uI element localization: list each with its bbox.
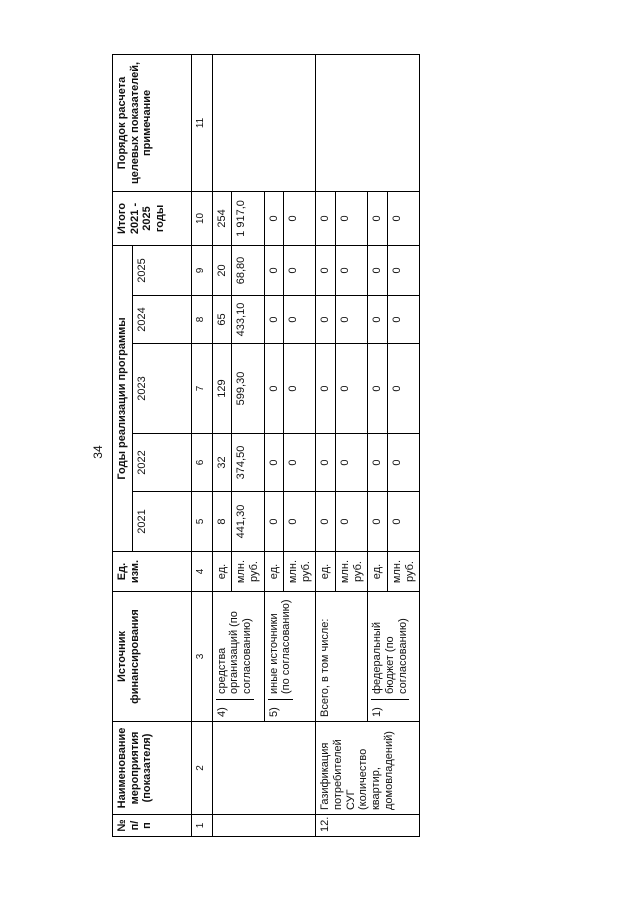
value-cell: 1 917,0	[232, 191, 264, 245]
col-number: 1	[191, 815, 212, 837]
source-cell	[212, 592, 264, 722]
value-cell: 0	[336, 434, 368, 492]
value-cell: 0	[264, 191, 284, 245]
unit-cell: ед.	[264, 552, 284, 592]
value-cell: 0	[284, 296, 316, 344]
col-number: 5	[191, 492, 212, 552]
col-number: 10	[191, 191, 212, 245]
value-cell: 0	[264, 296, 284, 344]
value-cell: 0	[388, 191, 420, 245]
value-cell: 433,10	[232, 296, 264, 344]
source-label: средства организаций (по согласованию)	[215, 611, 253, 694]
value-cell: 65	[212, 296, 232, 344]
cell-empty	[316, 54, 420, 191]
measure-name: Газификация потребителей СУГ (количество квартир, домовладений)	[316, 722, 420, 815]
unit-cell: ед.	[316, 552, 336, 592]
table-row	[316, 54, 336, 836]
value-cell: 0	[284, 344, 316, 434]
unit-cell: ед.	[212, 552, 232, 592]
col-number: 4	[191, 552, 212, 592]
value-cell: 599,30	[232, 344, 264, 434]
value-cell: 0	[316, 434, 336, 492]
value-cell: 0	[264, 492, 284, 552]
header-year: 2025	[132, 245, 191, 295]
unit-cell: млн. руб.	[232, 552, 264, 592]
value-cell: 68,80	[232, 245, 264, 295]
value-cell: 0	[316, 296, 336, 344]
header-year: 2022	[132, 434, 191, 492]
row-index: 4)	[216, 699, 254, 717]
col-number: 9	[191, 245, 212, 295]
unit-cell: млн. руб.	[336, 552, 368, 592]
header-name: Наименование мероприятия (показателя)	[113, 722, 192, 815]
value-cell: 0	[284, 245, 316, 295]
col-number: 8	[191, 296, 212, 344]
header-num: № п/п	[113, 815, 192, 837]
value-cell: 0	[368, 191, 388, 245]
value-cell: 0	[316, 191, 336, 245]
cell-empty	[212, 815, 316, 837]
value-cell: 0	[388, 492, 420, 552]
value-cell: 0	[368, 296, 388, 344]
value-cell: 0	[368, 245, 388, 295]
unit-cell: млн. руб.	[388, 552, 420, 592]
row-index: 1)	[371, 699, 409, 717]
row-number: 12.	[316, 815, 420, 837]
source-cell	[264, 592, 316, 722]
page-number: 34	[91, 445, 105, 459]
rotated-table-wrapper	[112, 55, 534, 837]
value-cell: 0	[336, 245, 368, 295]
value-cell: 0	[284, 492, 316, 552]
unit-cell: млн. руб.	[284, 552, 316, 592]
cell-empty	[212, 722, 316, 815]
unit-cell: ед.	[368, 552, 388, 592]
value-cell: 0	[316, 492, 336, 552]
value-cell: 0	[316, 344, 336, 434]
cell-empty	[212, 54, 316, 191]
row-index: 5)	[268, 699, 293, 717]
source-label: иные источники (по согласованию)	[267, 599, 293, 694]
col-number: 11	[191, 54, 212, 191]
value-cell: 0	[388, 344, 420, 434]
value-cell: 0	[388, 296, 420, 344]
value-cell: 0	[368, 344, 388, 434]
header-unit: Ед. изм.	[113, 552, 192, 592]
value-cell: 0	[336, 492, 368, 552]
value-cell: 0	[264, 245, 284, 295]
value-cell: 374,50	[232, 434, 264, 492]
value-cell: 0	[368, 492, 388, 552]
program-table	[112, 54, 420, 837]
value-cell: 254	[212, 191, 232, 245]
value-cell: 0	[388, 434, 420, 492]
value-cell: 0	[264, 434, 284, 492]
table-row	[212, 54, 232, 836]
value-cell: 0	[336, 296, 368, 344]
value-cell: 0	[388, 245, 420, 295]
value-cell: 0	[284, 191, 316, 245]
header-order: Порядок расчета целевых показателей, примечание	[113, 54, 192, 191]
value-cell: 20	[212, 245, 232, 295]
value-cell: 0	[316, 245, 336, 295]
value-cell: 129	[212, 344, 232, 434]
value-cell: 0	[368, 434, 388, 492]
col-number: 3	[191, 592, 212, 722]
header-year: 2023	[132, 344, 191, 434]
source-label: Всего, в том числе:	[316, 592, 368, 722]
value-cell: 8	[212, 492, 232, 552]
col-number: 7	[191, 344, 212, 434]
col-number: 6	[191, 434, 212, 492]
source-label: федеральный бюджет (по согласованию)	[371, 618, 409, 694]
value-cell: 0	[284, 434, 316, 492]
header-row	[113, 54, 133, 836]
header-year: 2024	[132, 296, 191, 344]
value-cell: 441,30	[232, 492, 264, 552]
value-cell: 0	[336, 191, 368, 245]
source-cell	[368, 592, 420, 722]
col-number: 2	[191, 722, 212, 815]
header-years-group: Годы реализации программы	[113, 245, 133, 551]
header-total: Итого 2021 - 2025 годы	[113, 191, 192, 245]
header-year: 2021	[132, 492, 191, 552]
column-numbers-row	[191, 54, 212, 836]
header-source: Источник финансирования	[113, 592, 192, 722]
value-cell: 32	[212, 434, 232, 492]
value-cell: 0	[336, 344, 368, 434]
value-cell: 0	[264, 344, 284, 434]
